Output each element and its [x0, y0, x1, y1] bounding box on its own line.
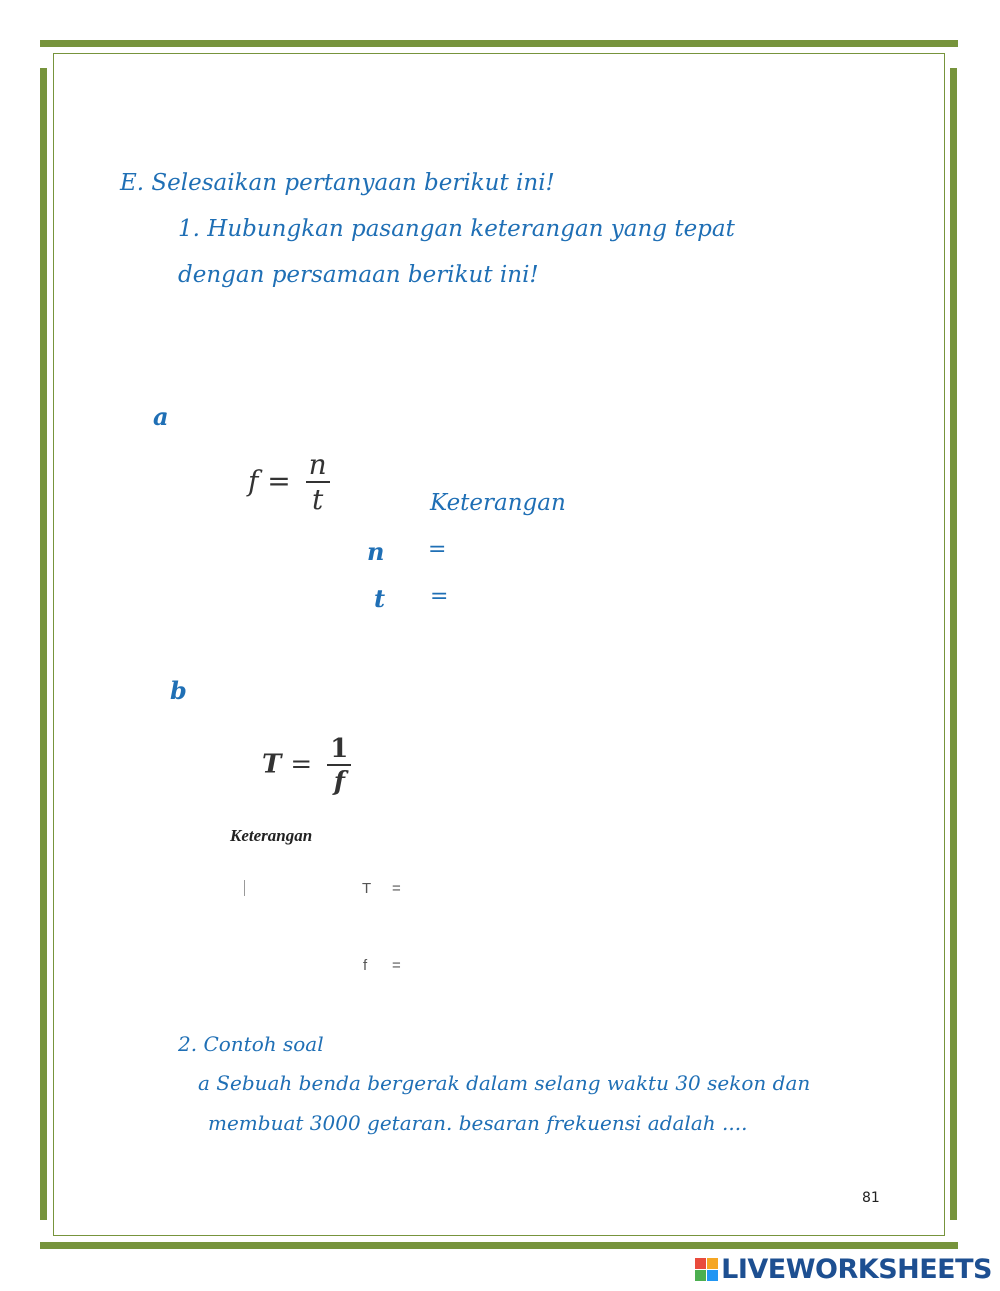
liveworksheets-logo	[695, 1254, 992, 1285]
part-b-label: b	[170, 676, 187, 705]
section-heading: E. Selesaikan pertanyaan berikut ini!	[120, 170, 555, 196]
formula-b-eq: =	[290, 749, 313, 780]
frame-left-bar	[40, 68, 47, 1220]
frame-bottom-bar	[68, 1242, 930, 1249]
frame-right-bar	[950, 68, 957, 1220]
question1-line1: 1. Hubungkan pasangan keterangan yang tepat	[178, 216, 735, 242]
formula-a-eq: =	[267, 464, 291, 498]
part-a-eq-n: =	[428, 537, 447, 562]
formula-b-denominator: f	[333, 766, 345, 797]
part-a-symbol-t: t	[374, 584, 386, 613]
part-b-eq-T: =	[392, 880, 401, 897]
part-b-symbol-T: T	[362, 880, 372, 897]
part-a-eq-t: =	[430, 584, 449, 609]
question2-heading: 2. Contoh soal	[178, 1032, 324, 1056]
question2-line1: a Sebuah benda bergerak dalam selang waktu 30 sekon dan	[198, 1071, 811, 1095]
formula-period	[262, 735, 351, 796]
liveworksheets-logo-icon	[695, 1258, 718, 1281]
formula-a-lhs: f	[248, 464, 259, 498]
page-number: 81	[862, 1190, 880, 1206]
formula-b-lhs: T	[262, 749, 282, 780]
part-b-divider-mark	[244, 880, 245, 896]
formula-frequency	[248, 450, 330, 516]
part-a-label: a	[153, 402, 169, 431]
part-b-symbol-f: f	[363, 957, 368, 974]
formula-b-fraction	[327, 735, 351, 796]
formula-a-numerator: n	[306, 450, 330, 483]
formula-b-numerator: 1	[327, 735, 351, 766]
part-b-keterangan: Keterangan	[230, 826, 313, 845]
frame-corner-tl	[40, 40, 70, 47]
part-a-keterangan: Keterangan	[430, 490, 566, 516]
frame-top-bar	[68, 40, 930, 47]
frame-corner-tr	[928, 40, 958, 47]
frame-corner-br	[928, 1242, 958, 1249]
liveworksheets-logo-text: LIVEWORKSHEETS	[721, 1254, 992, 1285]
part-b-eq-f: =	[392, 957, 401, 974]
formula-a-denominator: t	[312, 482, 324, 516]
question1-line2: dengan persamaan berikut ini!	[178, 262, 539, 288]
question2-line2: membuat 3000 getaran. besaran frekuensi adalah ....	[208, 1111, 748, 1135]
part-a-symbol-n: n	[367, 537, 385, 566]
formula-a-fraction	[306, 450, 330, 516]
frame-corner-bl	[40, 1242, 70, 1249]
